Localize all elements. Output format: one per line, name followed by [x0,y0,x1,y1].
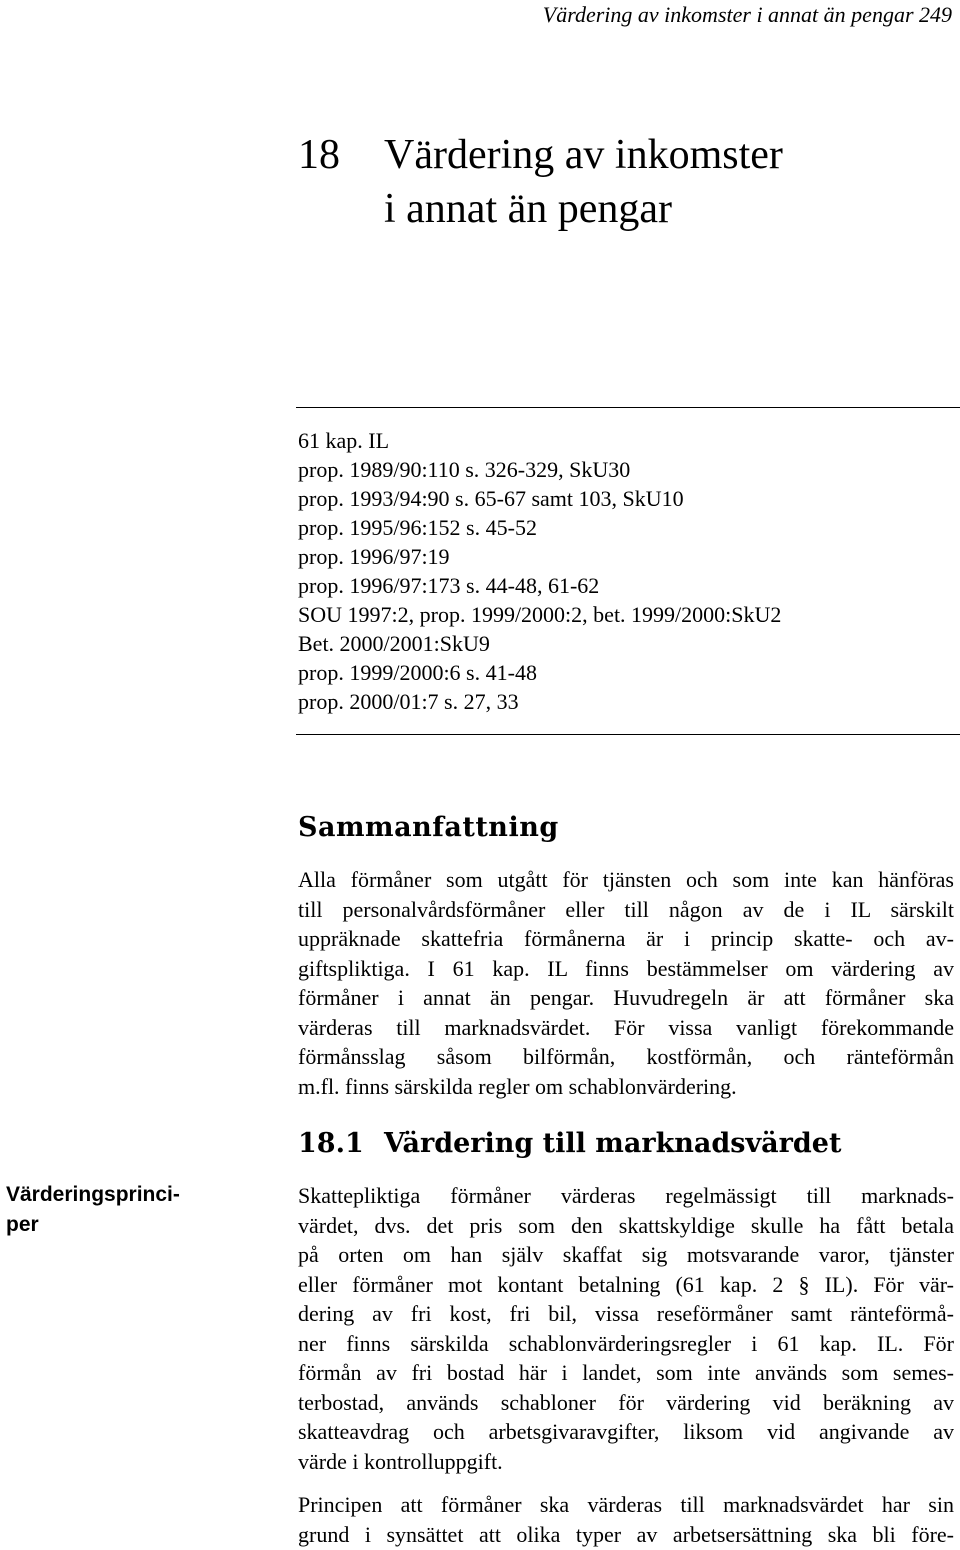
reference-item: prop. 1993/94:90 s. 65-67 samt 103, SkU10 [298,486,684,511]
reference-item: prop. 1996/97:173 s. 44-48, 61-62 [298,573,600,598]
chapter-title-line1: Värdering av inkomster [384,132,783,178]
section-paragraph-2 [298,1490,954,1549]
text-line: giftspliktiga. I 61 kap. IL finns bestämmelser om värdering av [298,955,954,981]
reference-item: SOU 1997:2, prop. 1999/2000:2, bet. 1999/2000:SkU2 [298,602,782,627]
reference-item: Bet. 2000/2001:SkU9 [298,631,490,656]
text-line: dering av fri kost, fri bil, vissa reseförmåner samt ränteförmå- [298,1301,954,1326]
text-line: ner finns särskilda schablonvärderingsregler i 61 kap. IL. För [298,1330,954,1356]
text-line: eller förmåner mot kontant betalning (61 kap. 2 § IL). För vär- [298,1271,954,1297]
text-line: förmånsslag såsom bilförmån, kostförmån, och ränteförmån [298,1044,954,1069]
reference-item: 61 kap. IL [298,428,390,453]
text-line: Skattepliktiga förmåner värderas regelmässigt till marknads- [298,1183,954,1208]
text-line: Alla förmåner som utgått för tjänsten och som inte kan hänföras [298,867,954,892]
chapter-number: 18 [298,132,340,178]
reference-item: prop. 1999/2000:6 s. 41-48 [298,660,537,685]
legal-references-box [296,407,960,735]
summary-heading: Sammanfattning [298,812,559,843]
reference-item: prop. 1995/96:152 s. 45-52 [298,515,537,540]
text-line: förmån av fri bostad här i landet, som inte används som semes- [298,1360,954,1385]
chapter-title [298,128,783,236]
text-line: skatteavdrag och arbetsgivaravgifter, liksom vid angivande av [298,1419,954,1444]
text-line: grund i synsättet att olika typer av arbetsersättning ska bli före- [298,1521,954,1547]
text-line: m.fl. finns särskilda regler om schablonvärdering. [298,1073,737,1099]
text-line: värdet, dvs. det pris som den skattskyldige skulle ha fått betala [298,1212,954,1238]
section-title: Värdering till marknadsvärdet [384,1128,842,1159]
margin-note [6,1180,180,1240]
text-line: på orten om han själv skaffat sig motsvarande varor, tjänster [298,1242,954,1267]
section-paragraph-1 [298,1181,954,1476]
reference-item: prop. 1989/90:110 s. 326-329, SkU30 [298,457,631,482]
running-header: Värdering av inkomster i annat än pengar 249 [542,2,952,27]
reference-item: prop. 1996/97:19 [298,544,450,569]
chapter-title-line2: i annat än pengar [384,186,673,232]
text-line: värderas till marknadsvärdet. För vissa vanligt förekommande [298,1014,954,1040]
margin-note-line: per [6,1213,39,1236]
text-line: värde i kontrolluppgift. [298,1448,503,1474]
summary-paragraph [298,865,954,1101]
reference-item: prop. 2000/01:7 s. 27, 33 [298,689,519,714]
text-line: förmåner i annat än pengar. Huvudregeln är att förmåner ska [298,985,954,1010]
text-line: terbostad, används schabloner för värdering vid beräkning av [298,1389,954,1415]
margin-note-line: Värderingsprinci- [6,1183,180,1206]
section-heading [298,1128,841,1159]
section-number: 18.1 [298,1128,364,1159]
text-line: uppräknade skattefria förmånerna är i princip skatte- och av- [298,926,954,951]
text-line: till personalvårdsförmåner eller till någon av de i IL särskilt [298,896,954,922]
text-line: Principen att förmåner ska värderas till marknadsvärdet har sin [298,1492,954,1517]
